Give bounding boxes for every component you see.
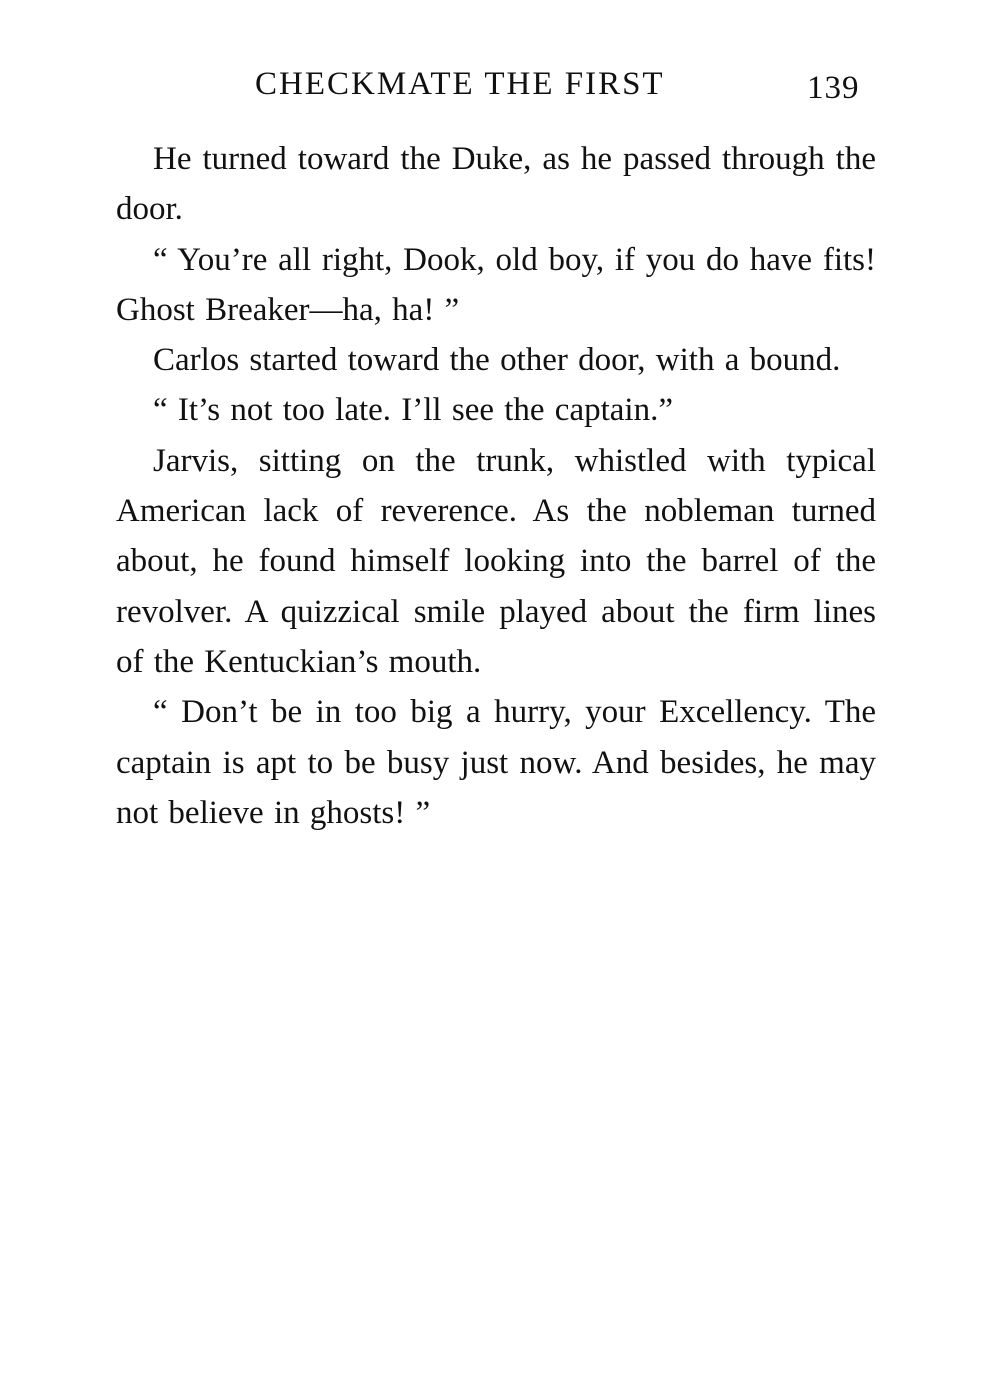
running-title: CHECKMATE THE FIRST: [255, 66, 665, 102]
running-head: [0, 66, 1000, 116]
paragraph-jarvis-revolver: Jarvis, sitting on the trunk, whistled with typical American lack of reverence. As the nobleman turned about, he found himself looking into the barrel of the revolver. A quizzical smile played about the firm lines of the Kentuckian’s mouth.: [116, 442, 876, 680]
paragraph-dook-dialogue: “ You’re all right, Dook, old boy, if you do have fits! Ghost Breaker—ha, ha! ”: [116, 241, 876, 328]
paragraph-see-captain: “ It’s not too late. I’ll see the captain.”: [153, 392, 673, 429]
paragraph-duke-passing: He turned toward the Duke, as he passed through the door.: [116, 141, 876, 228]
paragraph-carlos-bound: Carlos started toward the other door, with a bound.: [153, 342, 841, 379]
paragraph-excellency-dialogue: “ Don’t be in too big a hurry, your Excellency. The captain is apt to be busy just now. And besides, he may not believe in ghosts! ”: [116, 694, 876, 831]
page-number: 139: [807, 70, 860, 106]
body-text: [116, 134, 876, 838]
